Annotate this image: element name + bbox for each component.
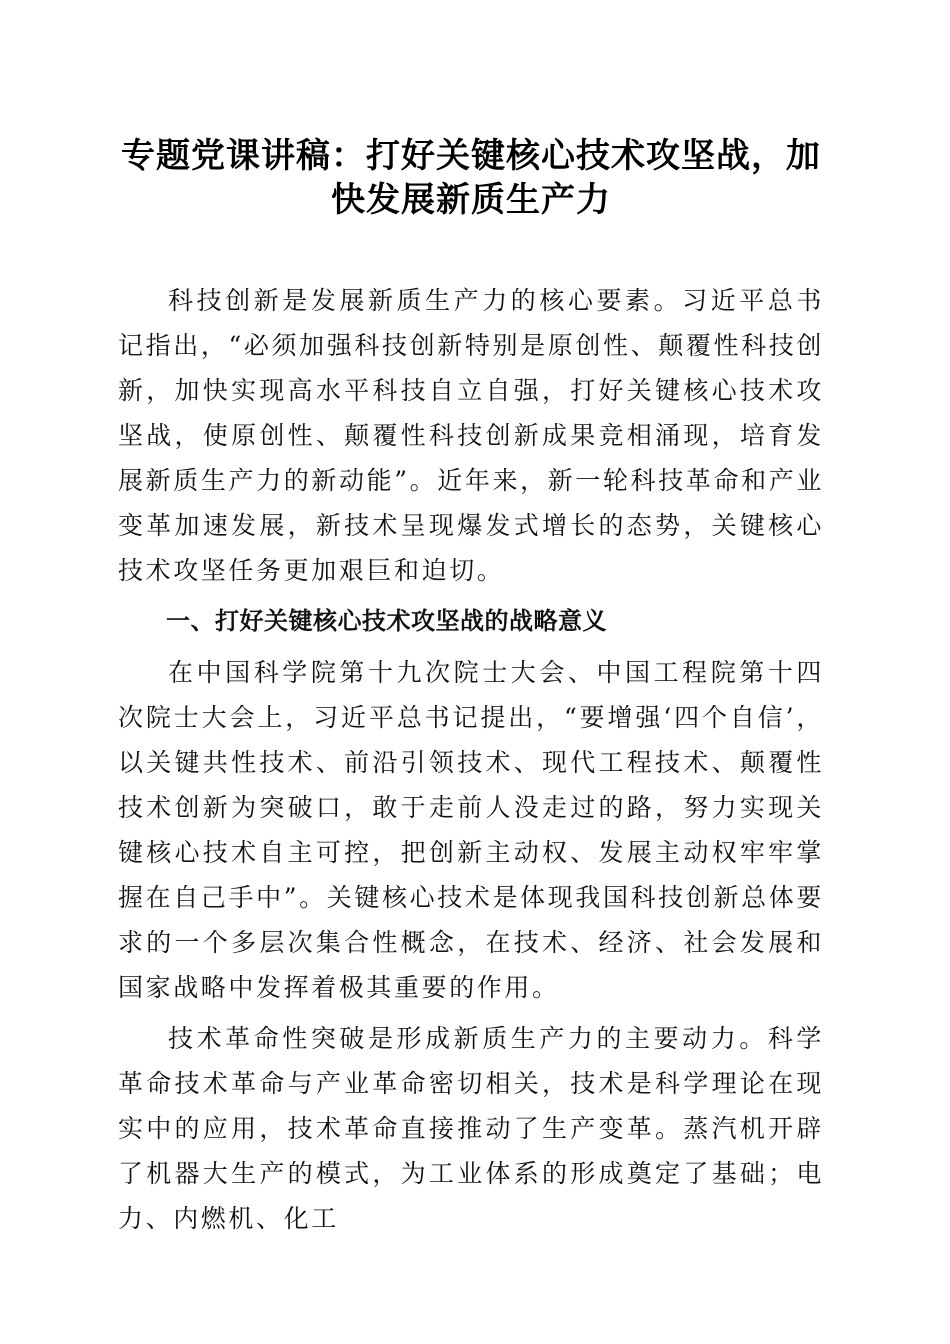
paragraph-intro: 科技创新是发展新质生产力的核心要素。习近平总书记指出，“必须加强科技创新特别是原创性、颠覆性科技创新，加快实现高水平科技自立自强，打好关键核心技术攻坚战，使原创性、颠覆性科技创新成果竞相涌现，培育发展新质生产力的新动能”。近年来，新一轮科技革命和产业变革加速发展，新技术呈现爆发式增长的态势，关键核心技术攻坚任务更加艰巨和迫切。 [118,286,824,585]
paragraph-technology-revolution: 技术革命性突破是形成新质生产力的主要动力。科学革命技术革命与产业革命密切相关，技术是科学理论在现实中的应用，技术革命直接推动了生产变革。蒸汽机开辟了机器大生产的模式，为工业体系的形成奠定了基础；电力、内燃机、化工 [118,1024,824,1233]
paragraph-academicians: 在中国科学院第十九次院士大会、中国工程院第十四次院士大会上，习近平总书记提出，“要增强‘四个自信’，以关键共性技术、前沿引领技术、现代工程技术、颠覆性技术创新为突破口，敢于走前人没走过的路，努力实现关键核心技术自主可控，把创新主动权、发展主动权牢牢掌握在自己手中”。关键核心技术是体现我国科技创新总体要求的一个多层次集合性概念，在技术、经济、社会发展和国家战略中发挥着极其重要的作用。 [118,658,824,1002]
document-title: 专题党课讲稿：打好关键核心技术攻坚战，加快发展新质生产力 [121,136,821,220]
section-heading: 一、打好关键核心技术攻坚战的战略意义 [166,607,607,635]
document-body [118,278,824,1241]
